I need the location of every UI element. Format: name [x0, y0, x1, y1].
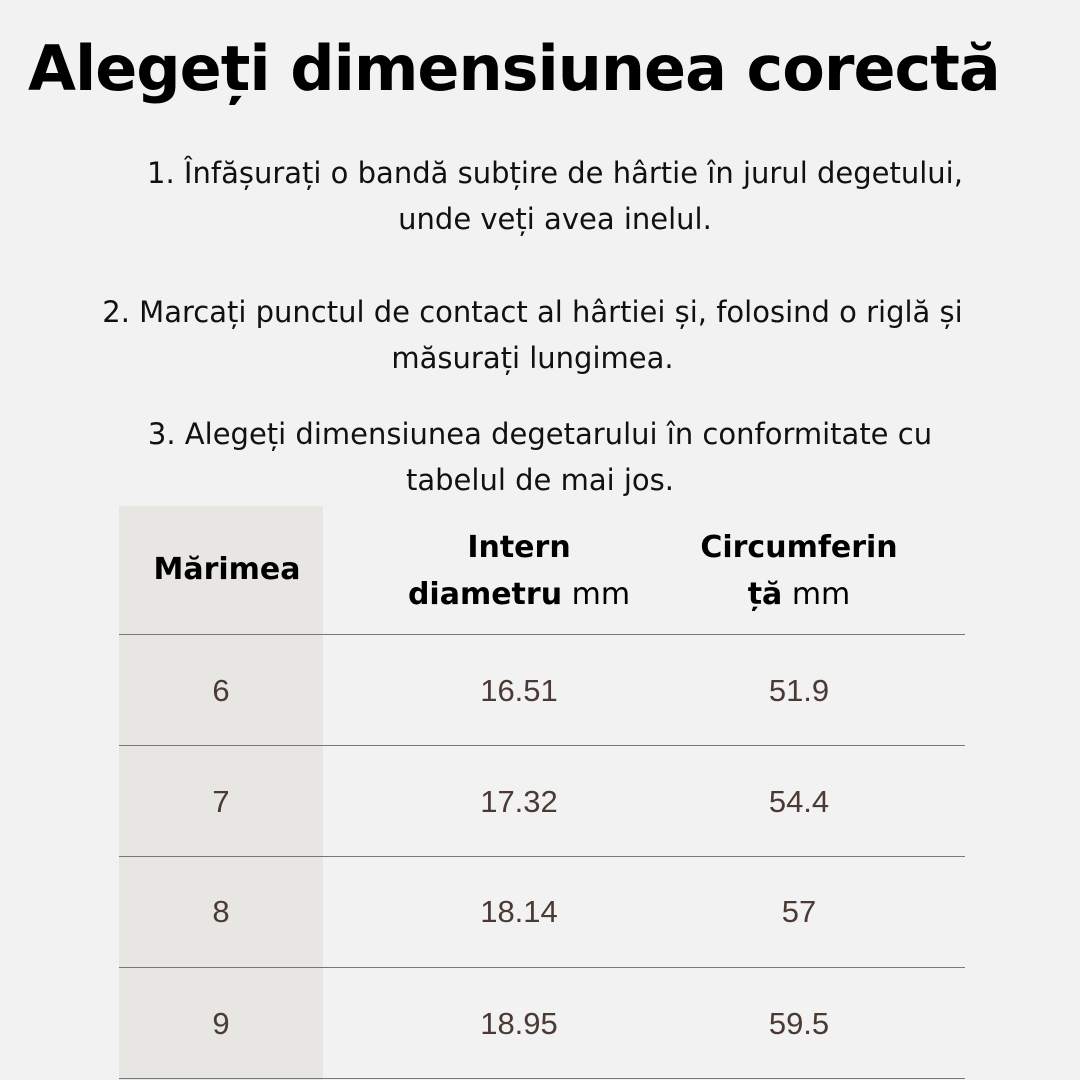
- step-2-line-2: măsurați lungimea.: [391, 341, 674, 375]
- instruction-step-1: [80, 150, 1030, 242]
- cell-size: 8: [212, 894, 230, 929]
- table-row: [119, 968, 965, 1079]
- header-diameter-line-1: Intern: [467, 530, 571, 565]
- cell-circumference: 57: [781, 894, 817, 929]
- step-1-line-1: 1. Înfășurați o bandă subțire de hârtie în jurul degetului,: [147, 156, 963, 190]
- cell-circumference: 54.4: [768, 784, 830, 819]
- header-circumference-line-2: ță: [747, 577, 783, 612]
- cell-size: 7: [212, 784, 230, 819]
- cell-diameter: 16.51: [480, 673, 558, 708]
- header-diameter-unit: mm: [562, 577, 631, 612]
- cell-size: 9: [212, 1006, 230, 1041]
- step-3-line-2: tabelul de mai jos.: [406, 463, 674, 497]
- cell-diameter: 17.32: [480, 784, 558, 819]
- cell-size: 6: [212, 673, 230, 708]
- step-1-line-2: unde veți avea inelul.: [398, 202, 712, 236]
- row-divider: [119, 1078, 965, 1079]
- table-row: [119, 856, 965, 967]
- header-circumference-unit: mm: [782, 577, 851, 612]
- page-title: Alegeți dimensiunea corectă: [28, 32, 1000, 105]
- table-row: [119, 635, 965, 746]
- header-size: Mărimea: [153, 552, 301, 587]
- header-circumference: [659, 524, 939, 618]
- cell-diameter: 18.14: [480, 894, 558, 929]
- cell-circumference: 59.5: [768, 1006, 830, 1041]
- size-table: [119, 506, 965, 1080]
- cell-circumference: 51.9: [768, 673, 830, 708]
- instruction-step-2: [60, 289, 1005, 381]
- table-row: [119, 746, 965, 857]
- header-diameter: [369, 524, 669, 618]
- cell-diameter: 18.95: [480, 1006, 558, 1041]
- header-circumference-line-1: Circumferin: [700, 530, 898, 565]
- header-diameter-line-2: diametru: [407, 577, 563, 612]
- step-3-line-1: 3. Alegeți dimensiunea degetarului în conformitate cu: [147, 417, 933, 451]
- instruction-step-3: [80, 411, 1000, 503]
- step-2-line-1: 2. Marcați punctul de contact al hârtiei și, folosind o riglă și: [102, 295, 963, 329]
